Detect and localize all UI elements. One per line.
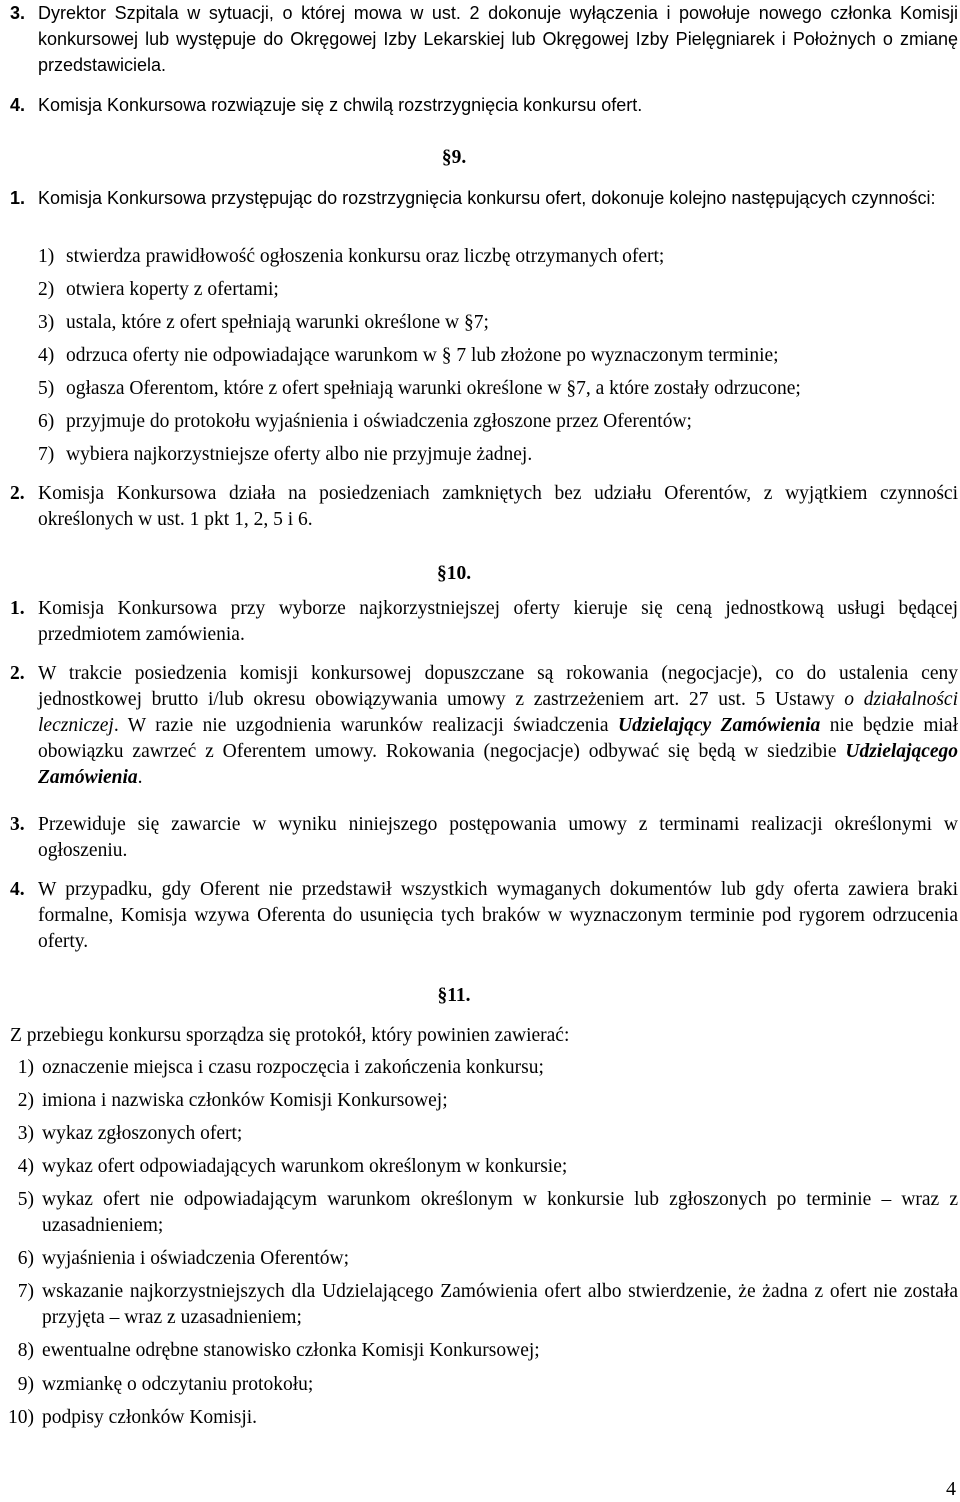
paragraph-number: 4. bbox=[10, 95, 26, 115]
paragraph-text: Komisja Konkursowa przy wyborze najkorzystniejszej oferty kieruje się ceną jednostkową usługi będącej przedmiotem zamówienia. bbox=[38, 598, 958, 645]
s11-list-item bbox=[0, 1121, 958, 1147]
item-text: wykaz ofert odpowiadających warunkom określonym w konkursie; bbox=[42, 1156, 568, 1177]
bold-italic-text: Udzielający Zamówienia bbox=[618, 715, 821, 736]
paragraph-text: W przypadku, gdy Oferent nie przedstawił wszystkich wymaganych dokumentów lub gdy oferta zawiera braki formalne, Komisja wzywa Oferenta do usunięcia tych braków w wyznaczonym terminie pod rygorem odrzucenia oferty. bbox=[38, 879, 958, 952]
item-number: 5) bbox=[38, 378, 55, 399]
item-text: wybiera najkorzystniejsze oferty albo nie przyjmuje żadnej. bbox=[66, 444, 533, 465]
s11-list-item bbox=[0, 1154, 958, 1180]
text-run: . bbox=[137, 767, 143, 788]
item-number: 6) bbox=[38, 411, 55, 432]
paragraph-number: 1. bbox=[10, 188, 26, 208]
item-number: 9) bbox=[17, 1374, 34, 1395]
s9-paragraph-1 bbox=[10, 185, 958, 211]
paragraph-text: Komisja Konkursowa przystępując do rozstrzygnięcia konkursu ofert, dokonuje kolejno następujących czynności: bbox=[38, 188, 936, 208]
s9-paragraph-2 bbox=[10, 481, 958, 533]
s10-paragraph-3 bbox=[10, 812, 958, 864]
s9-list-item bbox=[38, 409, 958, 435]
item-number: 4) bbox=[17, 1156, 34, 1177]
item-text: imiona i nazwiska członków Komisji Konkursowej; bbox=[42, 1090, 448, 1111]
item-text: przyjmuje do protokołu wyjaśnienia i oświadczenia zgłoszone przez Oferentów; bbox=[66, 411, 692, 432]
s9-list-item bbox=[38, 343, 958, 369]
s10-paragraph-4 bbox=[10, 877, 958, 955]
bold-italic-text: Udzielającego Zamówienia bbox=[38, 741, 958, 788]
item-number: 7) bbox=[38, 444, 55, 465]
s11-list-item bbox=[0, 1405, 958, 1431]
paragraph-number: 2. bbox=[10, 663, 25, 684]
italic-text: o działalności leczniczej bbox=[38, 689, 958, 736]
paragraph-text: Dyrektor Szpitala w sytuacji, o której mowa w ust. 2 dokonuje wyłączenia i powołuje nowego członka Komisji konkursowej lub występuje do Okręgowej Izby Lekarskiej lub Okręgowej Izby Pielęgniarek i Położnych o zmianę przedstawiciela. bbox=[38, 3, 958, 75]
s9-list-item bbox=[38, 442, 958, 468]
s11-list-item bbox=[0, 1055, 958, 1081]
item-number: 1) bbox=[38, 246, 55, 267]
paragraph-3 bbox=[10, 0, 958, 78]
item-text: wyjaśnienia i oświadczenia Oferentów; bbox=[42, 1248, 350, 1269]
s10-paragraph-1 bbox=[10, 596, 958, 648]
item-text: stwierdza prawidłowość ogłoszenia konkursu oraz liczbę otrzymanych ofert; bbox=[66, 246, 665, 267]
s9-list-item bbox=[38, 310, 958, 336]
item-text: odrzuca oferty nie odpowiadające warunkom w § 7 lub złożone po wyznaczonym terminie; bbox=[66, 345, 779, 366]
section-heading-9: §9. bbox=[441, 147, 467, 168]
section-heading-10: §10. bbox=[436, 563, 472, 584]
item-text: wzmiankę o odczytaniu protokołu; bbox=[42, 1374, 314, 1395]
item-text: wykaz ofert nie odpowiadającym warunkom określonym w konkursie lub zgłoszonych po terminie – wraz z uzasadnieniem; bbox=[42, 1189, 958, 1236]
s9-list-item bbox=[38, 376, 958, 402]
item-number: 8) bbox=[17, 1340, 34, 1361]
paragraph-number: 4. bbox=[10, 879, 25, 900]
section-heading-11: §11. bbox=[437, 985, 471, 1006]
item-text: oznaczenie miejsca i czasu rozpoczęcia i zakończenia konkursu; bbox=[42, 1057, 544, 1078]
paragraph-number: 3. bbox=[10, 3, 26, 23]
paragraph-number: 2. bbox=[10, 483, 25, 504]
s11-list-item bbox=[0, 1088, 958, 1114]
paragraph-text: Komisja Konkursowa działa na posiedzeniach zamkniętych bez udziału Oferentów, z wyjątkiem czynności określonych w ust. 1 pkt 1, 2, 5 i 6. bbox=[38, 483, 958, 530]
s11-list-item bbox=[0, 1338, 958, 1364]
paragraph-text: Komisja Konkursowa rozwiązuje się z chwilą rozstrzygnięcia konkursu ofert. bbox=[38, 95, 643, 115]
item-number: 7) bbox=[17, 1281, 34, 1302]
item-text: otwiera koperty z ofertami; bbox=[66, 279, 279, 300]
item-number: 6) bbox=[17, 1248, 34, 1269]
item-text: wykaz zgłoszonych ofert; bbox=[42, 1123, 243, 1144]
s11-list-item bbox=[0, 1279, 958, 1331]
item-number: 1) bbox=[17, 1057, 34, 1078]
text-run: W trakcie posiedzenia komisji konkursowej dopuszczane są rokowania (negocjacje), co do ustalenia ceny jednostkowej brutto i/lub okresu obowiązywania umowy z zastrzeżeniem art. 27 ust. 5 Ustawy bbox=[38, 663, 958, 710]
paragraph-text: Przewiduje się zawarcie w wyniku niniejszego postępowania umowy z terminami realizacji określonymi w ogłoszeniu. bbox=[38, 814, 958, 861]
page-number: 4 bbox=[946, 1478, 956, 1500]
s11-list-item bbox=[0, 1187, 958, 1239]
item-text: ewentualne odrębne stanowisko członka Komisji Konkursowej; bbox=[42, 1340, 540, 1361]
item-number: 3) bbox=[38, 312, 55, 333]
item-number: 10) bbox=[8, 1407, 34, 1428]
s11-intro: Z przebiegu konkursu sporządza się protokół, który powinien zawierać: bbox=[10, 1025, 570, 1046]
item-number: 3) bbox=[17, 1123, 34, 1144]
item-text: podpisy członków Komisji. bbox=[42, 1407, 258, 1428]
item-text: ustala, które z ofert spełniają warunki określone w §7; bbox=[66, 312, 489, 333]
paragraph-4 bbox=[10, 92, 958, 118]
s11-list-item bbox=[0, 1372, 958, 1398]
paragraph-number: 1. bbox=[10, 598, 25, 619]
item-number: 2) bbox=[38, 279, 55, 300]
text-run: nie będzie miał obowiązku zawrzeć z Oferentem umowy. Rokowania (negocjacje) odbywać się będą w siedzibie bbox=[38, 715, 958, 762]
item-text: ogłasza Oferentom, które z ofert spełniają warunki określone w §7, a które zostały odrzucone; bbox=[66, 378, 801, 399]
item-text: wskazanie najkorzystniejszych dla Udzielającego Zamówienia ofert albo stwierdzenie, że żadna z ofert nie została przyjęta – wraz z uzasadnieniem; bbox=[42, 1281, 958, 1328]
item-number: 4) bbox=[38, 345, 55, 366]
text-run: . W razie nie uzgodnienia warunków realizacji świadczenia bbox=[113, 715, 619, 736]
item-number: 5) bbox=[17, 1189, 34, 1210]
s9-list-item bbox=[38, 244, 958, 270]
s9-list-item bbox=[38, 277, 958, 303]
item-number: 2) bbox=[17, 1090, 34, 1111]
s10-paragraph-2 bbox=[10, 661, 958, 791]
s11-list-item bbox=[0, 1246, 958, 1272]
paragraph-number: 3. bbox=[10, 814, 25, 835]
paragraph-text bbox=[10, 661, 958, 791]
